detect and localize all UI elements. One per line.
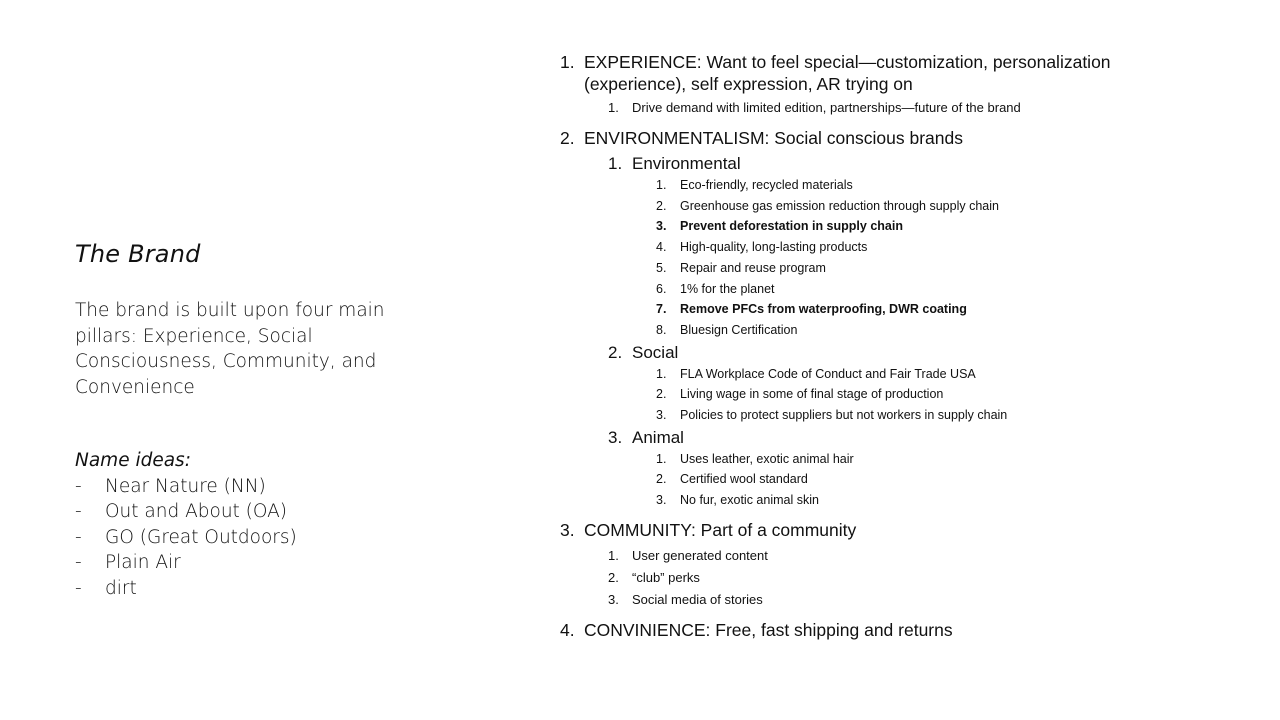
outline-subitem: 2. “club” perks <box>608 570 700 586</box>
pillars-outline <box>560 52 1160 642</box>
subpillar-social: 2. Social <box>608 342 679 362</box>
outline-subitem: 3. Social media of stories <box>608 592 763 608</box>
subpillar-environmental: 1. Environmental <box>608 154 741 173</box>
name-ideas-list <box>75 474 435 602</box>
outline-detail-item: 8. Bluesign Certification <box>656 322 798 337</box>
pillar-experience: 1. EXPERIENCE: Want to feel special—customization, personalization (experience), self expression, AR trying on <box>560 52 1111 94</box>
name-idea-item: - Near Nature (NN) <box>75 475 266 497</box>
outline-detail-item: 2. Certified wool standard <box>656 472 808 487</box>
outline-detail-item: 2. Living wage in some of final stage of production <box>656 387 944 402</box>
outline-detail-item: 2. Greenhouse gas emission reduction through supply chain <box>656 198 999 213</box>
outline-detail-item: 7. Remove PFCs from waterproofing, DWR coating <box>656 302 967 317</box>
name-idea-item: - GO (Great Outdoors) <box>75 526 297 548</box>
subpillar-animal: 3. Animal <box>608 427 684 447</box>
name-ideas-title: Name ideas: <box>75 450 191 471</box>
name-idea-item: - Plain Air <box>75 552 181 573</box>
outline-detail-item: 6. 1% for the planet <box>656 281 775 296</box>
outline-detail-item: 5. Repair and reuse program <box>656 260 826 275</box>
brand-panel <box>75 238 435 601</box>
outline-detail-item: 1. Uses leather, exotic animal hair <box>656 451 854 466</box>
pillar-environmentalism: 2. ENVIRONMENTALISM: Social conscious brands <box>560 127 963 148</box>
outline-detail-item: 3. Policies to protect suppliers but not workers in supply chain <box>656 408 1008 423</box>
outline-detail-item: 1. Eco-friendly, recycled materials <box>656 178 853 192</box>
outline-detail-item: 3. No fur, exotic animal skin <box>656 493 819 508</box>
pillar-community: 3. COMMUNITY: Part of a community <box>560 519 857 540</box>
name-idea-item: - dirt <box>75 577 137 599</box>
outline-subitem: 1. User generated content <box>608 548 768 564</box>
brand-title: The Brand <box>75 240 201 268</box>
outline-detail-item: 1. FLA Workplace Code of Conduct and Fair Trade USA <box>656 366 976 381</box>
outline-subitem: 1. Drive demand with limited edition, partnerships—future of the brand <box>608 100 1021 115</box>
pillar-convenience: 4. CONVINIENCE: Free, fast shipping and returns <box>560 620 953 641</box>
name-idea-item: - Out and About (OA) <box>75 501 288 522</box>
brand-description: The brand is built upon four main pillars: Experience, Social Consciousness, Community, and Convenience <box>75 300 385 398</box>
outline-detail-item: 3. Prevent deforestation in supply chain <box>656 219 903 234</box>
outline-detail-item: 4. High-quality, long-lasting products <box>656 240 868 255</box>
